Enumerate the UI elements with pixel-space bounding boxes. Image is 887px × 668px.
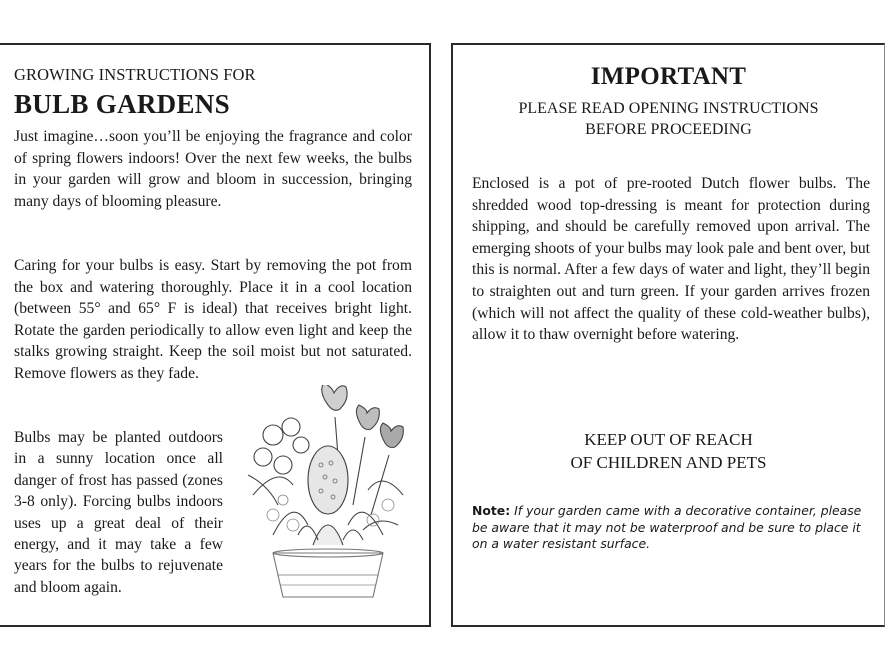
care-paragraph: Caring for your bulbs is easy. Start by removing the pot from the box and watering thoroughly. Place it in a cool location (between 55° and 65° F is ideal) that receives bright light. Rotate the garden periodically to allow even light and keep the stalks growing straight. Keep the soil moist but not saturated. Remove flowers as they fade.	[14, 257, 412, 382]
note-label: Note:	[472, 503, 511, 518]
instructions-kicker: GROWING INSTRUCTIONS FOR	[14, 65, 256, 84]
warning-line-1: KEEP OUT OF REACH	[584, 430, 753, 449]
safety-warning	[453, 428, 884, 474]
opening-instructions-paragraph: Enclosed is a pot of pre-rooted Dutch flower bulbs. The shredded wood top-dressing is meant for protection during shipping, and should be carefully removed upon arrival. The emerging shoots of your bulbs may look pale and bent over, but this is normal. After a few days of water and light, they’ll begin to straighten out and turn green. If your garden arrives frozen (which will not affect the quality of these cold-weather bulbs), allow it to thaw overnight before watering.	[472, 175, 870, 344]
instructions-title: BULB GARDENS	[14, 89, 230, 119]
important-notice-panel	[451, 43, 885, 627]
subheading-line-2: BEFORE PROCEEDING	[585, 121, 752, 138]
potted-flowers-illustration-icon	[243, 385, 413, 615]
intro-paragraph: Just imagine…soon you’ll be enjoying the fragrance and color of spring flowers indoors! Over the next few weeks, the bulbs in your garden will grow and bloom in succession, bringing many days of blooming pleasure.	[14, 128, 412, 210]
warning-line-2: OF CHILDREN AND PETS	[570, 453, 767, 472]
subheading-line-1: PLEASE READ OPENING INSTRUCTIONS	[518, 100, 819, 117]
container-note	[472, 503, 872, 553]
growing-instructions-panel	[0, 43, 431, 627]
important-heading: IMPORTANT	[590, 63, 747, 90]
read-instructions-subheading	[453, 98, 884, 140]
outdoor-planting-paragraph: Bulbs may be planted outdoors in a sunny location once all danger of frost has passed (zones 3-8 only). Forcing bulbs indoors uses up a great deal of their energy, and it may take a few years for the bulbs to rejuvenate and bloom again.	[14, 429, 223, 596]
note-text: If your garden came with a decorative container, please be aware that it may not be waterproof and be sure to place it on a water resistant surface.	[472, 503, 862, 551]
